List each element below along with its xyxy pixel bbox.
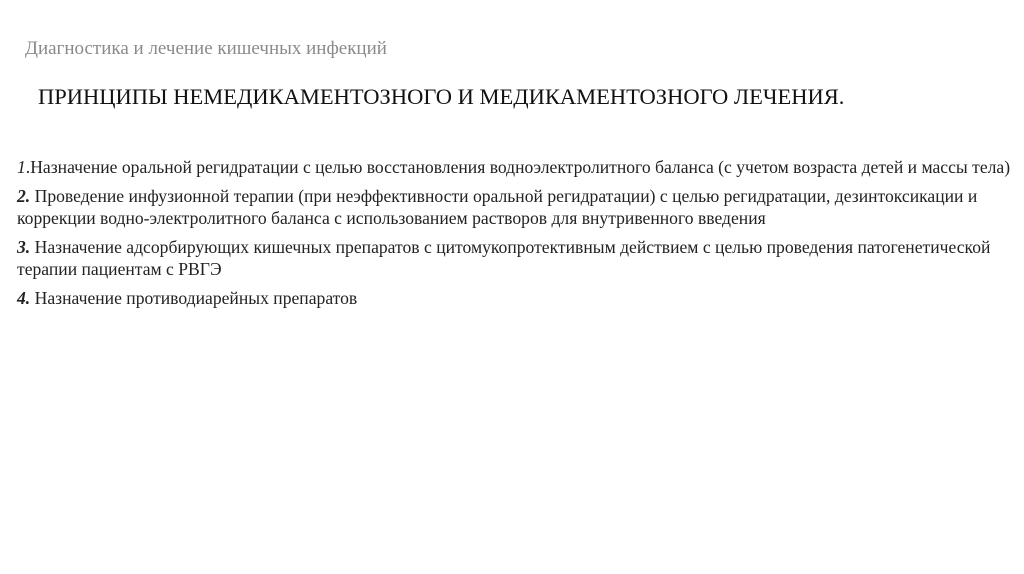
list-item [17,287,1012,309]
list-item-number: 4. [17,288,31,308]
list-item-text: Назначение адсорбирующих кишечных препаратов с цитомукопротективным действием с целью проведения патогенетической терапии пациентам с РВГЭ [17,237,991,279]
list-item-number: 2. [17,186,31,206]
slide-subtitle: Диагностика и лечение кишечных инфекций [25,38,387,59]
list-item-number: 3. [17,237,31,257]
heading-dot: . [838,84,845,109]
heading-text: ПРИНЦИПЫ НЕМЕДИКАМЕНТОЗНОГО И МЕДИКАМЕНТОЗНОГО ЛЕЧЕНИЯ [38,84,839,109]
list-item-text: Назначение оральной регидратации с целью восстановления водноэлектролитного баланса (с учетом возраста детей и массы тела) [30,157,1011,177]
slide-heading [38,84,844,110]
list-item-text: Проведение инфузионной терапии (при неэффективности оральной регидратации) с целью регидратации, дезинтоксикации и коррекции водно-электролитного баланса с использованием растворов для внутривенного введения [17,186,978,228]
list-item [17,156,1012,178]
principles-list [17,156,1012,316]
list-item [17,185,1012,229]
list-item-number: 1 [17,157,26,177]
list-item-text: Назначение противодиарейных препаратов [34,288,358,308]
list-item [17,236,1012,280]
list-item-separator: . [25,157,31,177]
